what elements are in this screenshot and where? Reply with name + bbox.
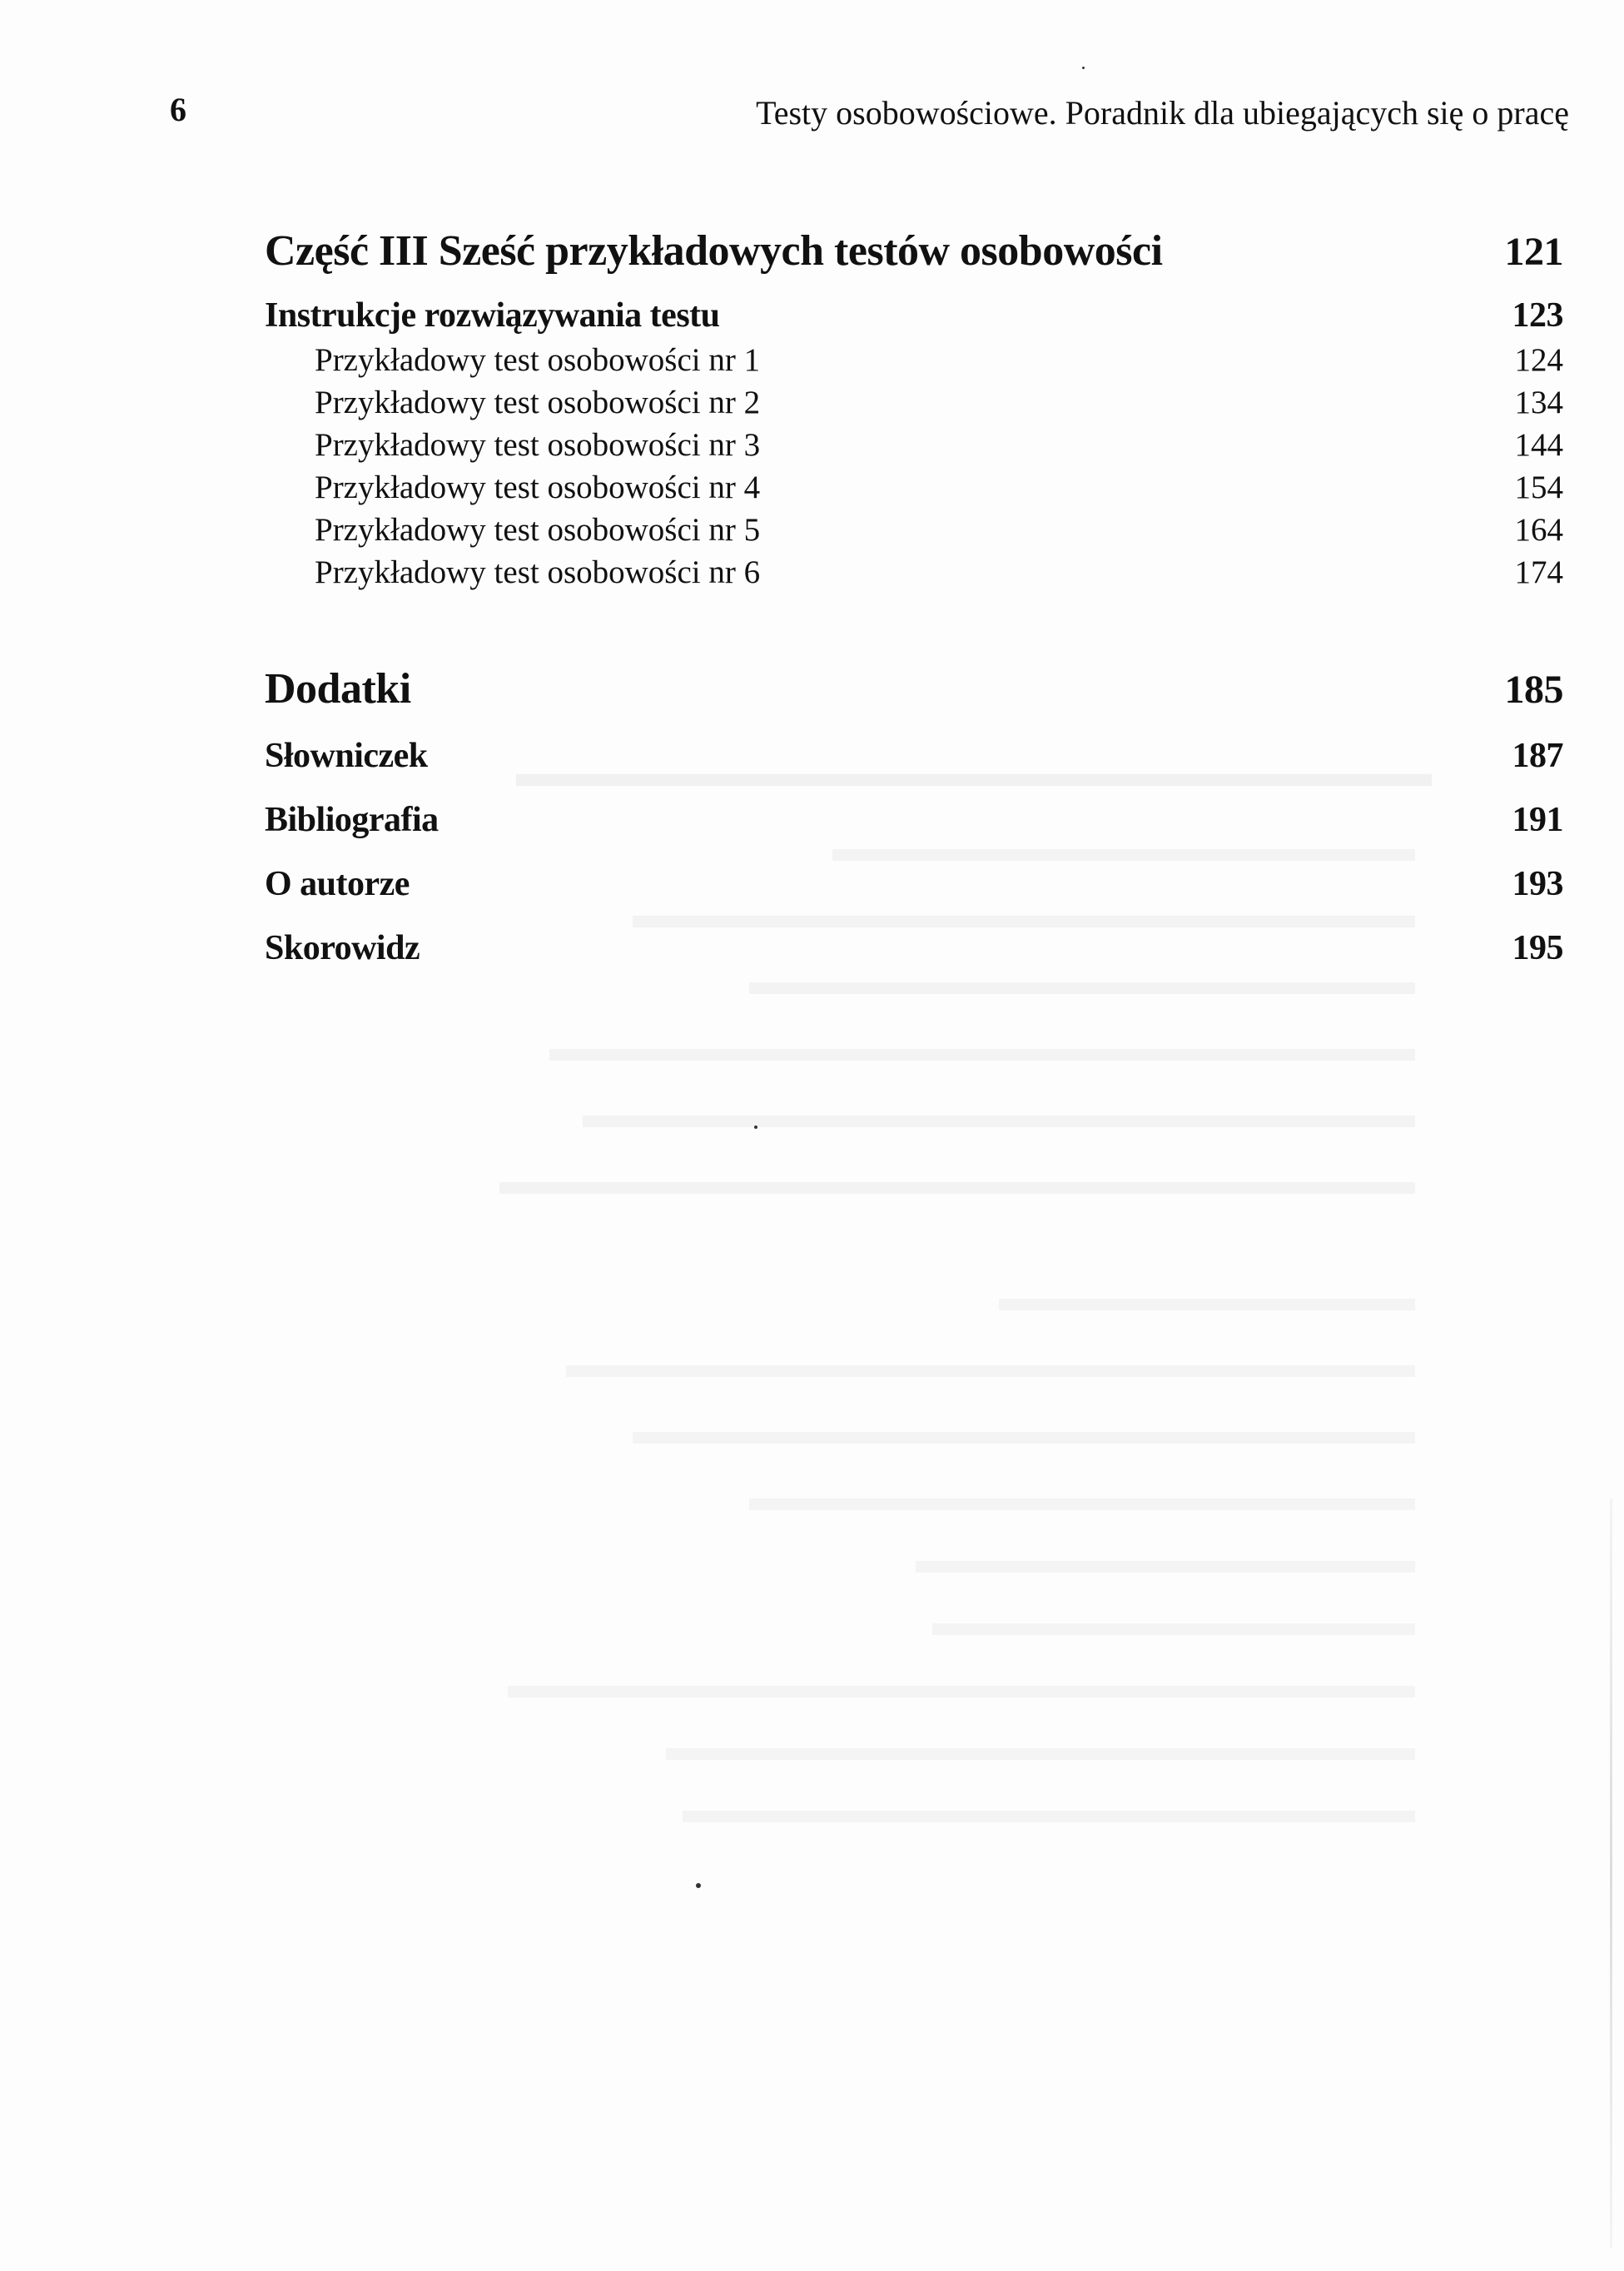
toc-entry bbox=[315, 341, 1563, 379]
toc-part-page: 121 bbox=[1504, 230, 1563, 274]
show-through-line bbox=[508, 1686, 1415, 1697]
toc-entry-page: 154 bbox=[1514, 470, 1563, 505]
toc-entry-page: 174 bbox=[1514, 554, 1563, 590]
scan-speck bbox=[696, 1883, 701, 1888]
toc-entry bbox=[315, 384, 1563, 421]
show-through-line bbox=[583, 1116, 1415, 1127]
show-through-line bbox=[666, 1748, 1415, 1760]
page-number: 6 bbox=[170, 91, 186, 128]
toc-section-page: 187 bbox=[1512, 737, 1563, 775]
show-through-line bbox=[549, 1049, 1415, 1061]
toc-part-heading bbox=[265, 664, 1563, 713]
toc-entry bbox=[315, 511, 1563, 549]
toc-entry-page: 164 bbox=[1514, 512, 1563, 548]
toc-entry-label: Przykładowy test osobowości nr 4 bbox=[315, 470, 761, 505]
toc-section-page: 195 bbox=[1512, 929, 1563, 967]
toc-entry bbox=[315, 426, 1563, 464]
toc-entry-label: Przykładowy test osobowości nr 1 bbox=[315, 342, 761, 378]
running-head: Testy osobowościowe. Poradnik dla ubiegających się o pracę bbox=[756, 94, 1569, 132]
toc-part-title: Część III Sześć przykładowych testów osobowości bbox=[265, 227, 1163, 275]
toc-entry-label: Przykładowy test osobowości nr 3 bbox=[315, 427, 761, 463]
show-through-line bbox=[749, 1498, 1415, 1510]
toc-section-page: 193 bbox=[1512, 865, 1563, 903]
toc-section-page: 123 bbox=[1512, 296, 1563, 335]
toc-part-title: Dodatki bbox=[265, 665, 411, 713]
toc-section-title: Bibliografia bbox=[265, 801, 439, 839]
show-through-line bbox=[633, 916, 1415, 927]
toc-section-title: Słowniczek bbox=[265, 737, 428, 775]
show-through-line bbox=[683, 1811, 1415, 1822]
toc-section-heading bbox=[265, 928, 1563, 968]
scan-speck bbox=[754, 1126, 757, 1129]
show-through-line bbox=[932, 1623, 1415, 1635]
toc-entry bbox=[315, 469, 1563, 506]
toc-entry-label: Przykładowy test osobowości nr 5 bbox=[315, 512, 761, 548]
show-through-line bbox=[749, 982, 1415, 994]
toc-entry-label: Przykładowy test osobowości nr 2 bbox=[315, 385, 761, 420]
show-through-line bbox=[633, 1432, 1415, 1444]
show-through-line bbox=[516, 774, 1432, 786]
toc-section-title: Instrukcje rozwiązywania testu bbox=[265, 296, 720, 335]
toc-part-page: 185 bbox=[1504, 668, 1563, 712]
toc-section-heading bbox=[265, 864, 1563, 904]
toc-entry-page: 134 bbox=[1514, 385, 1563, 420]
toc-entry bbox=[315, 554, 1563, 591]
show-through-line bbox=[916, 1561, 1415, 1573]
toc-section-heading bbox=[265, 736, 1563, 776]
show-through-line bbox=[566, 1365, 1415, 1377]
show-through-line bbox=[499, 1182, 1415, 1194]
show-through-line bbox=[832, 849, 1415, 861]
toc-section-title: O autorze bbox=[265, 865, 410, 903]
toc-entry-page: 124 bbox=[1514, 342, 1563, 378]
toc-section-title: Skorowidz bbox=[265, 929, 420, 967]
toc-section-heading bbox=[265, 800, 1563, 840]
page-edge-shadow bbox=[1610, 1498, 1612, 2248]
show-through-line bbox=[999, 1299, 1415, 1310]
toc-section-page: 191 bbox=[1512, 801, 1563, 839]
toc-entry-label: Przykładowy test osobowości nr 6 bbox=[315, 554, 761, 590]
toc-section-heading bbox=[265, 296, 1563, 335]
toc-entry-page: 144 bbox=[1514, 427, 1563, 463]
scan-speck bbox=[1082, 67, 1085, 69]
toc-part-heading bbox=[265, 226, 1563, 276]
